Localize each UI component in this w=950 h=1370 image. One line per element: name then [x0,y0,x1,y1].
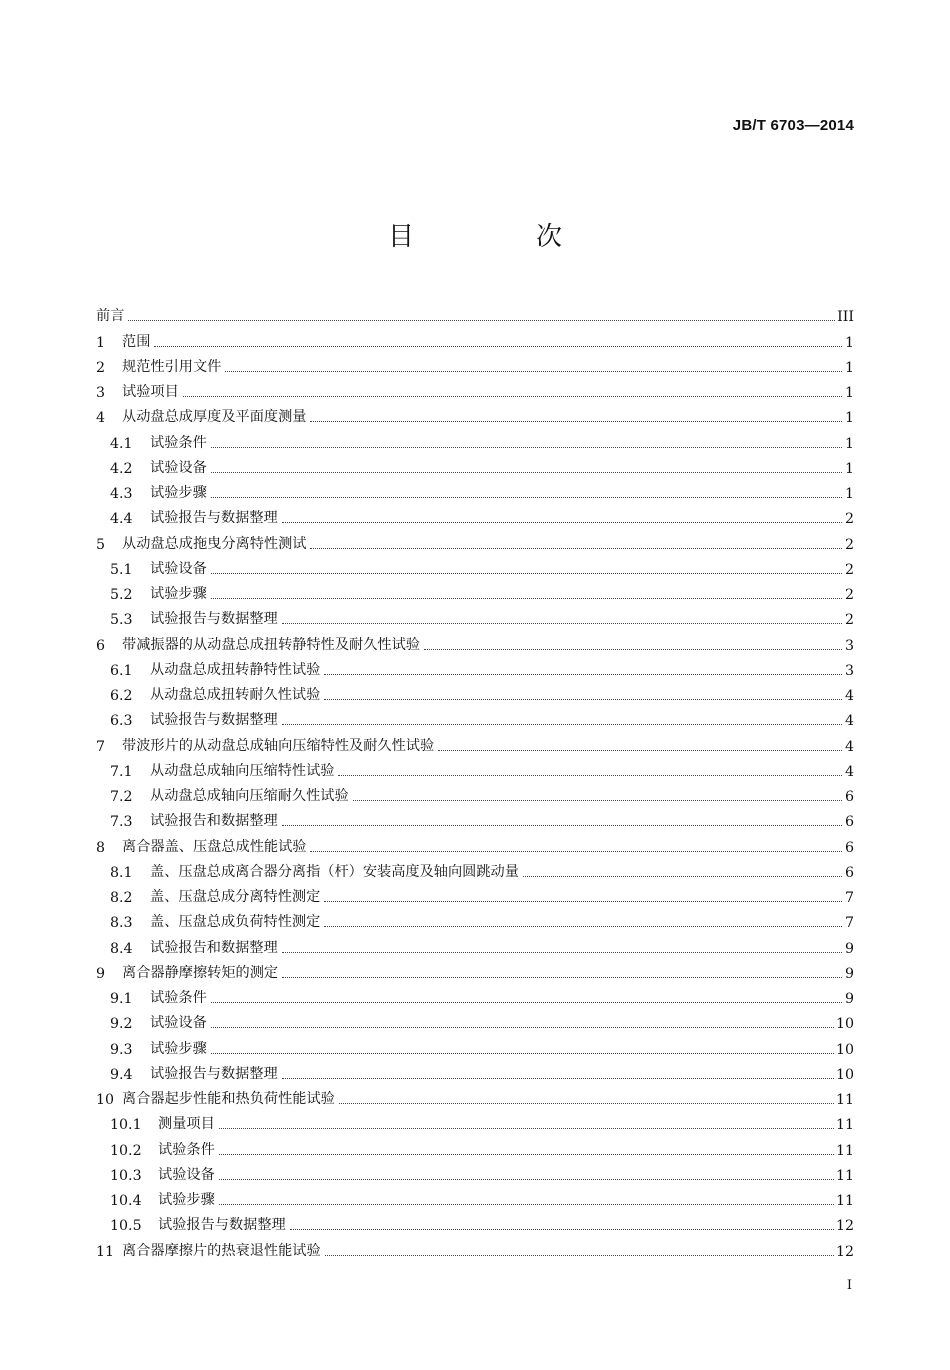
toc-entry-number: 10.2 [110,1142,142,1159]
toc-entry-page: 6 [844,864,854,881]
toc-entry-page: 12 [835,1218,854,1235]
toc-entry-title: 试验报告和数据整理 [150,813,278,830]
toc-entry-title: 前言 [96,308,125,325]
toc-entry[interactable] [96,654,854,679]
toc-entry-number: 9 [96,965,106,982]
toc-entry[interactable] [96,603,854,628]
toc-leader-dots [128,319,835,321]
toc-entry-number: 2 [96,359,106,376]
toc-leader-dots [282,521,842,523]
toc-entry[interactable] [96,300,854,325]
toc-entry-title: 从动盘总成轴向压缩耐久性试验 [150,788,349,804]
toc-entry-number: 8.4 [110,940,133,957]
toc-leader-dots [282,976,842,978]
toc-leader-dots [324,698,842,700]
toc-entry-number: 9.4 [110,1066,133,1083]
toc-entry[interactable] [96,376,854,401]
toc-entry-page: 11 [835,1142,854,1159]
toc-entry-number: 5.3 [110,612,133,629]
toc-leader-dots [211,471,842,473]
toc-entry-page: 2 [844,587,854,603]
toc-entry[interactable] [96,426,854,451]
toc-entry-title: 试验设备 [150,1015,207,1032]
toc-entry[interactable] [96,881,854,906]
toc-leader-dots [324,900,842,902]
toc-entry-page: 4 [844,688,854,704]
toc-leader-dots [211,597,842,599]
toc-entry[interactable] [96,780,854,805]
toc-entry-number: 6 [96,637,106,654]
toc-entry-title: 试验设备 [158,1166,215,1183]
toc-entry-title: 盖、压盘总成负荷特性测定 [150,914,321,931]
toc-entry-number: 8.2 [110,890,133,906]
toc-entry[interactable] [96,1032,854,1057]
toc-entry-page: 1 [844,359,854,376]
toc-leader-dots [211,446,842,448]
toc-leader-dots [424,648,842,650]
toc-entry-page: 3 [844,637,854,654]
toc-entry-page: 2 [844,561,854,578]
toc-entry-title: 从动盘总成拖曳分离特性测试 [122,535,307,552]
toc-entry[interactable] [96,401,854,426]
toc-entry[interactable] [96,957,854,982]
toc-entry-number: 8.3 [110,915,133,932]
toc-entry-page: 7 [844,890,854,906]
toc-leader-dots [282,824,842,826]
toc-leader-dots [211,1026,834,1028]
toc-entry-number: 10 [96,1092,115,1108]
toc-leader-dots [211,496,842,498]
toc-leader-dots [324,673,842,675]
toc-entry-title: 离合器静摩擦转矩的测定 [122,964,279,981]
toc-leader-dots [219,1153,834,1155]
page-title: 目 次 [387,222,610,252]
toc-entry[interactable] [96,527,854,552]
toc-leader-dots [225,370,842,372]
toc-entry[interactable] [96,931,854,956]
toc-entry-number: 7.1 [110,763,133,780]
toc-leader-dots [219,1203,834,1205]
toc-leader-dots [438,749,842,751]
toc-leader-dots [282,723,842,725]
toc-entry-page: 10 [835,1041,854,1058]
toc-entry-page: 11 [835,1092,854,1108]
toc-entry-page: 1 [844,486,854,502]
toc-entry-page: 1 [844,435,854,452]
toc-entry-page: 1 [844,410,854,427]
toc-entry[interactable] [96,1007,854,1032]
toc-entry[interactable] [96,805,854,830]
toc-entry-page: 2 [844,536,854,553]
toc-entry-title: 试验报告与数据整理 [150,1065,278,1082]
toc-entry[interactable] [96,856,854,881]
toc-entry[interactable] [96,351,854,376]
toc-entry-page: 4 [844,713,854,730]
toc-leader-dots [219,1127,834,1129]
toc-entry-page: 7 [844,915,854,932]
toc-entry-page: 6 [844,789,854,805]
toc-leader-dots [282,1077,834,1079]
toc-entry-title: 从动盘总成厚度及平面度测量 [122,409,307,426]
toc-leader-dots [290,1228,834,1230]
toc-entry-page: 2 [844,511,854,528]
toc-entry-title: 试验条件 [150,434,207,451]
toc-leader-dots [211,1052,834,1054]
toc-leader-dots [219,1178,834,1180]
toc-entry[interactable] [96,1159,854,1184]
toc-entry-title: 从动盘总成扭转耐久性试验 [150,687,321,703]
toc-entry[interactable] [96,1234,854,1259]
toc-entry-number: 5.1 [110,561,133,578]
toc-entry[interactable] [96,704,854,729]
toc-entry-page: 10 [835,1066,854,1083]
toc-entry[interactable] [96,553,854,578]
toc-entry-page: 3 [844,662,854,679]
toc-entry-page: 4 [844,738,854,755]
toc-entry-title: 试验步骤 [150,485,207,501]
toc-leader-dots [282,622,842,624]
toc-leader-dots [211,572,842,574]
toc-leader-dots [310,850,842,852]
toc-entry-page: III [837,309,854,326]
toc-entry[interactable] [96,578,854,603]
toc-leader-dots [324,925,842,927]
toc-leader-dots [154,345,842,347]
toc-entry[interactable] [96,1083,854,1108]
toc-entry-title: 试验条件 [150,990,207,1006]
toc-entry-number: 4.1 [110,435,133,452]
toc-entry[interactable] [96,325,854,350]
toc-entry-title: 试验步骤 [150,1040,207,1057]
toc-entry-number: 6.2 [110,688,133,704]
toc-entry-title: 从动盘总成轴向压缩特性试验 [150,762,335,779]
toc-entry-number: 7 [96,738,106,755]
toc-entry-page: 11 [835,1117,854,1134]
toc-entry-number: 11 [96,1243,115,1260]
toc-leader-dots [183,395,842,397]
toc-entry[interactable] [96,1133,854,1158]
toc-entry-title: 从动盘总成扭转静特性试验 [150,661,321,678]
toc-entry-title: 规范性引用文件 [122,358,222,375]
toc-entry-title: 离合器摩擦片的热衰退性能试验 [122,1242,321,1259]
toc-entry-page: 2 [844,612,854,629]
toc-entry-number: 7.2 [110,789,133,805]
toc-entry-title: 带波形片的从动盘总成轴向压缩特性及耐久性试验 [122,737,435,754]
toc-entry-number: 5 [96,536,106,553]
toc-entry-number: 10.1 [110,1117,142,1134]
toc-entry[interactable] [96,755,854,780]
toc-entry-page: 1 [844,334,854,351]
toc-entry[interactable] [96,679,854,704]
toc-entry-title: 试验项目 [122,384,179,400]
toc-entry-page: 12 [835,1243,854,1260]
toc-entry-number: 10.5 [110,1218,142,1235]
toc-entry[interactable] [96,1184,854,1209]
toc-entry[interactable] [96,729,854,754]
toc-entry-title: 试验报告与数据整理 [150,510,278,527]
toc-leader-dots [310,420,842,422]
toc-entry-number: 1 [96,334,106,351]
toc-entry[interactable] [96,1209,854,1234]
toc-entry-title: 试验条件 [158,1141,215,1158]
toc-entry-number: 3 [96,385,106,401]
toc-leader-dots [325,1254,834,1256]
toc-entry-title: 试验设备 [150,560,207,577]
toc-entry[interactable] [96,502,854,527]
toc-entry-number: 4.4 [110,511,133,528]
toc-entry[interactable] [96,452,854,477]
toc-leader-dots [339,1102,834,1104]
toc-entry-number: 4.2 [110,460,133,477]
toc-entry-page: 1 [844,460,854,477]
toc-leader-dots [282,951,842,953]
toc-leader-dots [353,799,842,801]
toc-entry-page: 11 [835,1193,854,1209]
toc-entry-title: 带减振器的从动盘总成扭转静特性及耐久性试验 [122,636,420,653]
toc-entry-page: 6 [844,814,854,831]
toc-entry-title: 试验步骤 [158,1192,215,1208]
toc-entry-title: 测量项目 [158,1116,215,1133]
toc-entry-number: 10.3 [110,1167,142,1184]
toc-entry-number: 4 [96,410,106,427]
toc-entry-number: 8 [96,839,106,856]
toc-entry-number: 9.1 [110,991,133,1007]
toc-entry-number: 9.3 [110,1041,133,1058]
toc-entry-number: 6.3 [110,713,133,730]
toc-entry-title: 盖、压盘总成分离特性测定 [150,889,321,905]
toc-entry-page: 9 [844,991,854,1007]
toc-entry-number: 6.1 [110,662,133,679]
toc-entry[interactable] [96,982,854,1007]
toc-entry-title: 试验报告与数据整理 [150,712,278,729]
toc-entry-number: 10.4 [110,1193,142,1209]
toc-entry-title: 试验报告和数据整理 [150,939,278,956]
toc-entry-number: 8.1 [110,864,133,881]
toc-entry-number: 9.2 [110,1016,133,1033]
toc-entry[interactable] [96,1108,854,1133]
toc-entry[interactable] [96,830,854,855]
toc-leader-dots [523,875,842,877]
toc-entry-title: 盖、压盘总成离合器分离指（杆）安装高度及轴向圆跳动量 [150,863,519,880]
toc-entry[interactable] [96,906,854,931]
toc-entry-page: 1 [844,385,854,401]
toc-entry[interactable] [96,628,854,653]
toc-entry-page: 9 [844,965,854,982]
toc-entry[interactable] [96,1058,854,1083]
toc-leader-dots [310,547,842,549]
page-number: I [846,1278,852,1293]
standard-code: JB/T 6703—2014 [732,117,854,134]
toc-entry[interactable] [96,477,854,502]
toc-entry-number: 5.2 [110,587,133,603]
toc-entry-number: 4.3 [110,486,133,502]
toc-entry-page: 4 [844,763,854,780]
toc-entry-title: 试验步骤 [150,586,207,602]
toc-leader-dots [211,1001,842,1003]
toc-entry-title: 试验设备 [150,459,207,476]
toc-entry-title: 范围 [122,333,151,350]
table-of-contents [96,300,854,1260]
toc-entry-number: 7.3 [110,814,133,831]
toc-entry-page: 10 [835,1016,854,1033]
toc-entry-title: 离合器盖、压盘总成性能试验 [122,838,307,855]
toc-entry-page: 6 [844,839,854,856]
toc-leader-dots [338,774,842,776]
toc-entry-page: 11 [835,1167,854,1184]
toc-entry-title: 试验报告与数据整理 [158,1217,286,1234]
toc-entry-title: 试验报告与数据整理 [150,611,278,628]
toc-entry-page: 9 [844,940,854,957]
toc-entry-title: 离合器起步性能和热负荷性能试验 [122,1091,335,1107]
